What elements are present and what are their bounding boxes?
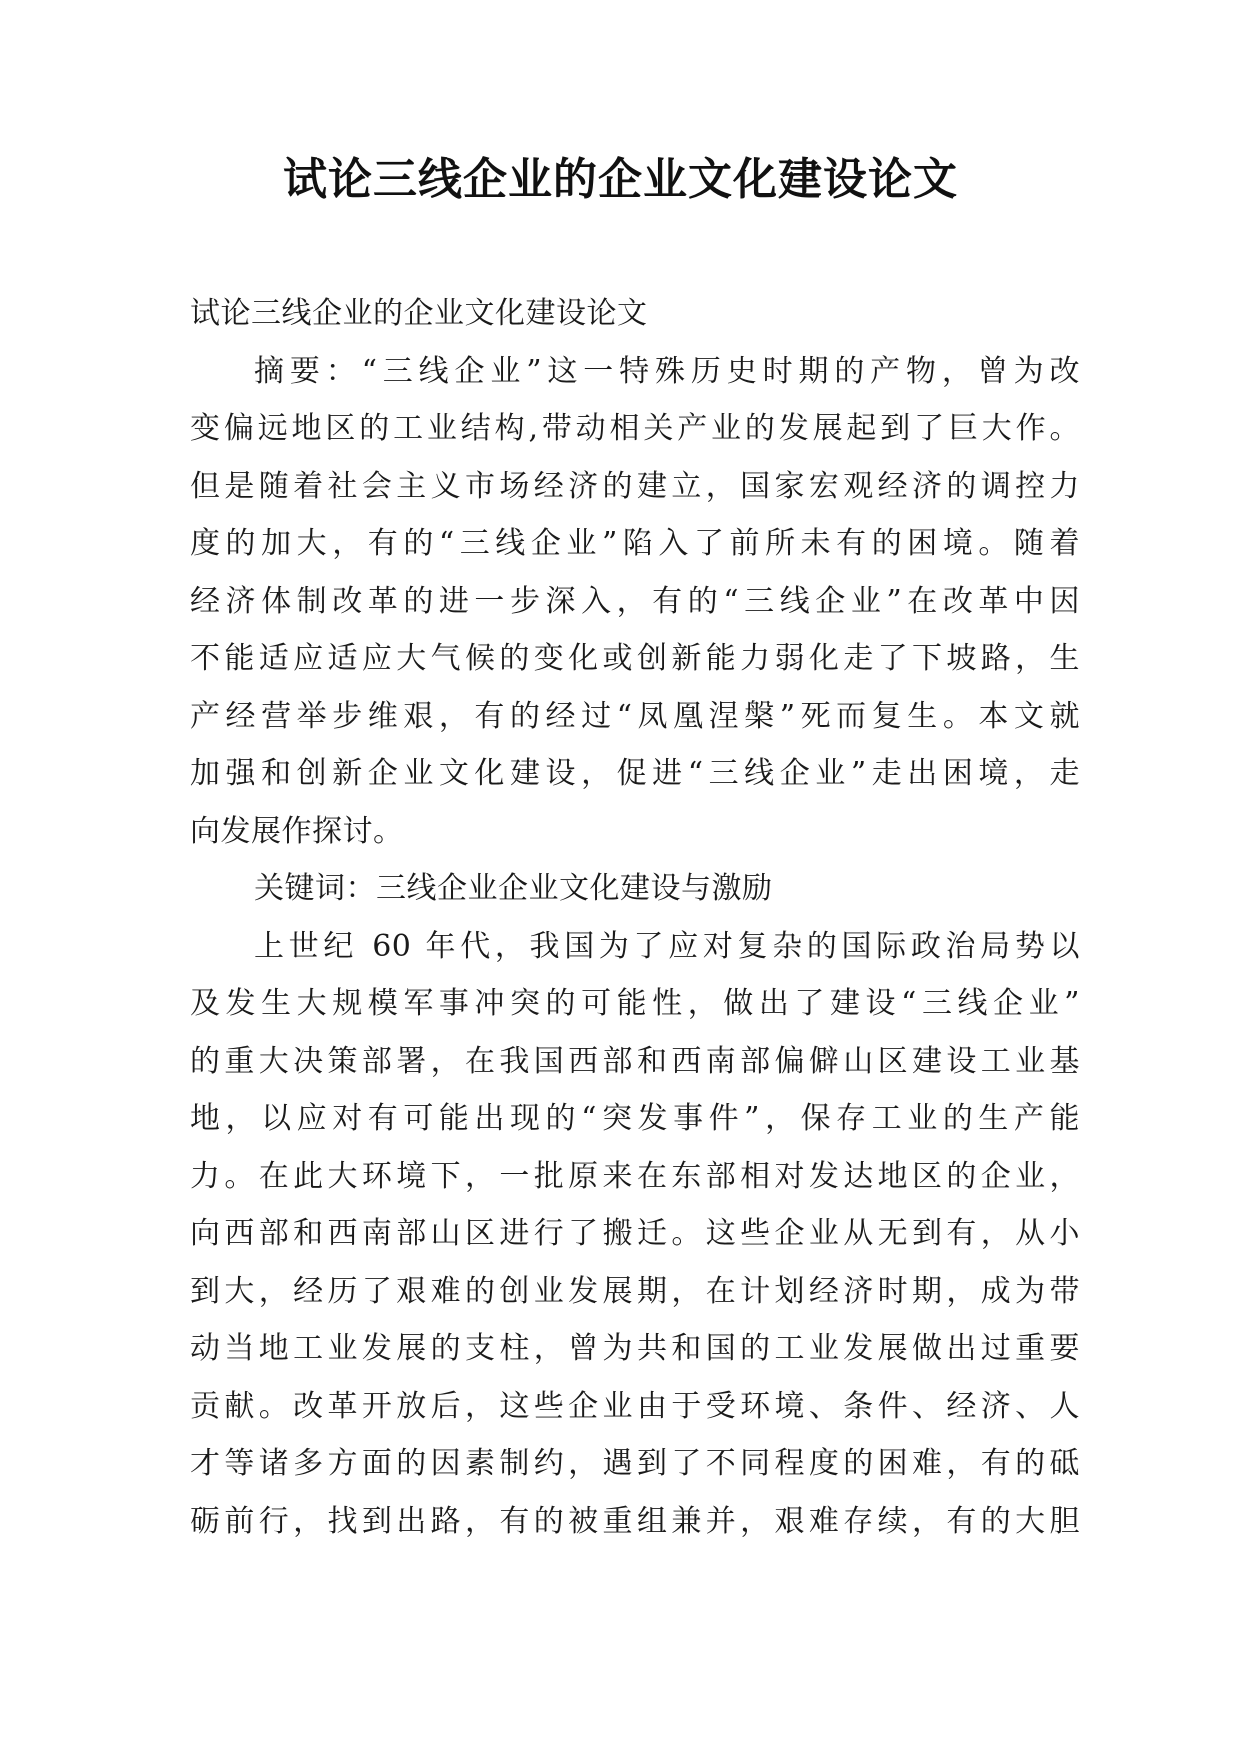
text-line: 向发展作探讨。 <box>190 813 404 849</box>
text-line: 及发生大规模军事冲突的可能性，做出了建设“三线企业” <box>190 986 1080 1021</box>
text-line: 摘要：“三线企业”这一特殊历史时期的产物，曾为改 <box>254 353 1080 389</box>
text-line: 产经营举步维艰，有的经过“凤凰涅槃”死而复生。本文就 <box>190 698 1080 734</box>
text-line: 度的加大，有的“三线企业”陷入了前所未有的困境。随着 <box>190 526 1080 561</box>
text-line: 加强和创新企业文化建设，促进“三线企业”走出困境，走 <box>190 756 1080 791</box>
text-line: 上世纪 60 年代，我国为了应对复杂的国际政治局势以 <box>254 928 1080 964</box>
text-line: 试论三线企业的企业文化建设论文 <box>190 296 648 331</box>
text-line: 才等诸多方面的因素制约，遇到了不同程度的困难，有的砥 <box>190 1446 1080 1481</box>
text-line: 力。在此大环境下，一批原来在东部相对发达地区的企业， <box>190 1158 1080 1194</box>
text-line: 贡献。改革开放后，这些企业由于受环境、条件、经济、人 <box>190 1388 1080 1424</box>
text-line: 地，以应对有可能出现的“突发事件”，保存工业的生产能 <box>190 1101 1080 1136</box>
document-title: 试论三线企业的企业文化建设论文 <box>283 154 958 205</box>
text-line: 向西部和西南部山区进行了搬迁。这些企业从无到有，从小 <box>190 1216 1080 1251</box>
text-line: 动当地工业发展的支柱，曾为共和国的工业发展做出过重要 <box>190 1331 1080 1366</box>
document-body <box>190 285 1080 1550</box>
text-line: 关键词：三线企业企业文化建设与激励 <box>254 871 773 906</box>
text-line: 变偏远地区的工业结构,带动相关产业的发展起到了巨大作。 <box>190 411 1080 446</box>
text-line: 不能适应适应大气候的变化或创新能力弱化走了下坡路，生 <box>190 641 1080 676</box>
text-line: 的重大决策部署，在我国西部和西南部偏僻山区建设工业基 <box>190 1043 1080 1079</box>
text-line: 但是随着社会主义市场经济的建立，国家宏观经济的调控力 <box>190 468 1080 504</box>
text-line: 砺前行，找到出路，有的被重组兼并，艰难存续，有的大胆 <box>190 1503 1080 1539</box>
text-line: 到大，经历了艰难的创业发展期，在计划经济时期，成为带 <box>190 1273 1080 1309</box>
text-line: 经济体制改革的进一步深入，有的“三线企业”在改革中因 <box>190 583 1080 619</box>
